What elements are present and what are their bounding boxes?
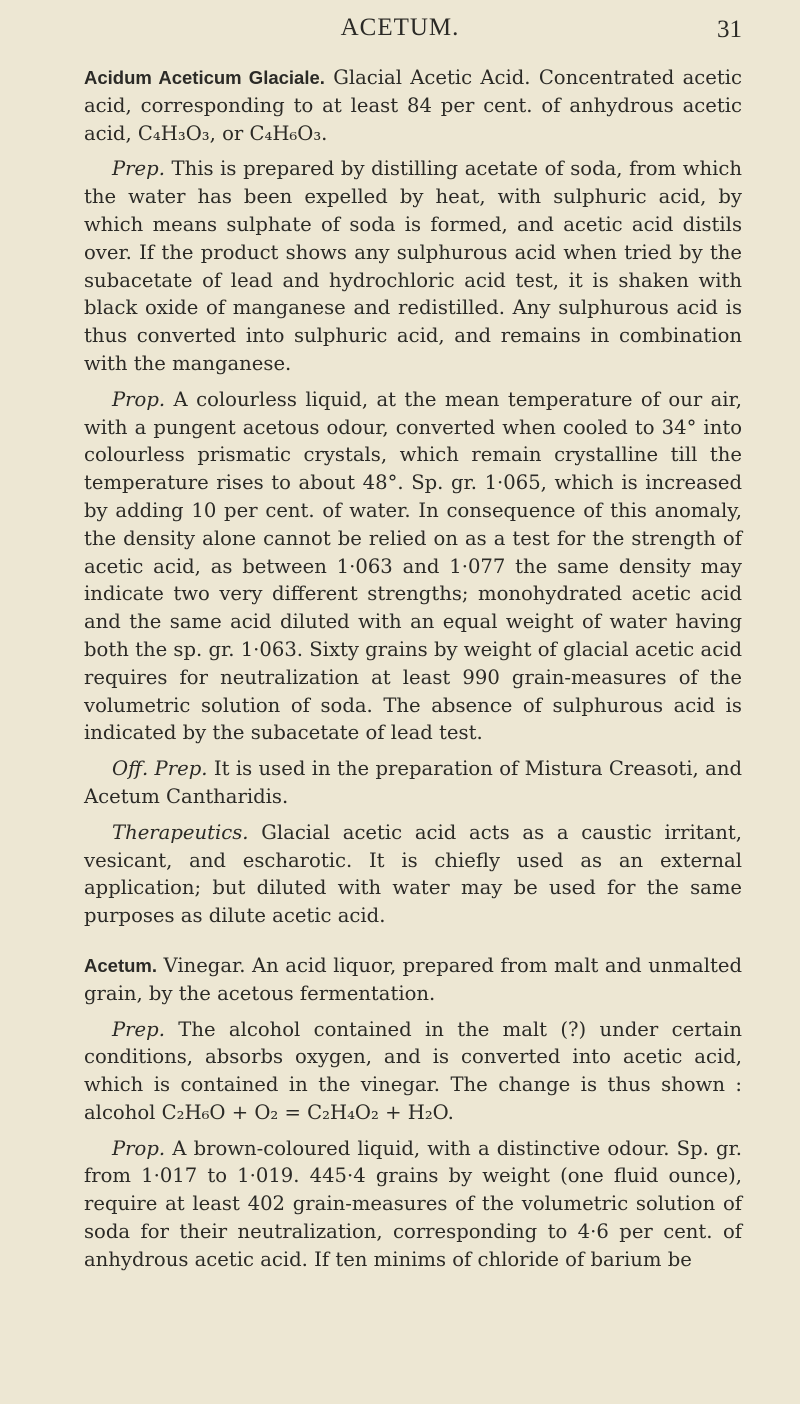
paragraph-properties	[84, 1135, 742, 1274]
paragraph-properties	[84, 386, 742, 747]
running-head	[0, 6, 800, 46]
paragraph-official-preparations	[84, 755, 742, 811]
paragraph-text: The alcohol contained in the malt (?) under certain conditions, absorbs oxygen, and is converted into acetic acid, which is contained in the vinegar. The change is thus shown : alcohol C₂H₆O + O₂ = C₂H₄O₂ + H₂O.	[84, 1017, 742, 1124]
entry-acidum-aceticum-glaciale	[84, 64, 742, 147]
page-number: 31	[717, 16, 742, 43]
section-label: Prop.	[112, 387, 166, 411]
section-label: Therapeutics.	[112, 820, 249, 844]
paragraph-preparation	[84, 1016, 742, 1127]
paragraph-text: It is used in the preparation of Mistura Creasoti, and Acetum Cantharidis.	[84, 757, 743, 808]
section-label: Prep.	[112, 157, 165, 181]
entry-definition: Vinegar. An acid liquor, prepared from malt and unmalted grain, by the acetous fermentation.	[84, 953, 742, 1005]
section-label: Prep.	[112, 1017, 165, 1041]
paragraph-text: A brown-coloured liquid, with a distinctive odour. Sp. gr. from 1·017 to 1·019. 445·4 grains by weight (one fluid ounce), require at least 402 grain-measures of the volumetric solution of soda for their neutralization, corresponding to 4·6 per cent. of anhydrous acetic acid. If ten minims of chloride of barium be	[84, 1136, 742, 1271]
entry-headword: Acidum Aceticum Glaciale.	[84, 67, 325, 88]
entry-acetum	[84, 952, 742, 1008]
paragraph-text: A colourless liquid, at the mean temperature of our air, with a pungent acetous odour, converted when cooled to 34° into colourless prismatic crystals, which remain crystalline till the temperature rises to about 48°. Sp. gr. 1·065, which is increased by adding 10 per cent. of water. In consequence of this anomaly, the density alone cannot be relied on as a test for the strength of acetic acid, as between 1·063 and 1·077 the same density may indicate two very different strengths; monohydrated acetic acid and the same acid diluted with an equal weight of water having both the sp. gr. 1·063. Sixty grains by weight of glacial acetic acid requires for neutralization at least 990 grain-measures of the volumetric solution of soda. The absence of sulphurous acid is indicated by the subacetate of lead test.	[84, 387, 742, 745]
paragraph-therapeutics	[84, 819, 742, 930]
paragraph-text: This is prepared by distilling acetate of soda, from which the water has been expelled by heat, with sulphuric acid, by which means sulphate of soda is formed, and acetic acid distils over. If the product shows any sulphurous acid when tried by the subacetate of lead and hydrochloric acid test, it is shaken with black oxide of manganese and redistilled. Any sulphurous acid is thus converted into sulphuric acid, and remains in combination with the manganese.	[84, 157, 742, 375]
section-label: Off. Prep.	[112, 757, 208, 781]
paragraph-text: Glacial acetic acid acts as a caustic irritant, vesicant, and escharotic. It is chiefly used as an external application; but diluted with water may be used for the same purposes as dilute acetic acid.	[84, 820, 742, 928]
entry-headword: Acetum.	[84, 954, 157, 976]
section-label: Prop.	[112, 1136, 166, 1160]
paragraph-preparation	[84, 155, 742, 377]
page-body	[84, 0, 742, 1274]
running-title: ACETUM.	[340, 14, 460, 41]
entry-definition: Glacial Acetic Acid. Concentrated acetic acid, corresponding to at least 84 per cent. of anhydrous acetic acid, C₄H₃O₃, or C₄H₆O₃.	[84, 66, 742, 145]
